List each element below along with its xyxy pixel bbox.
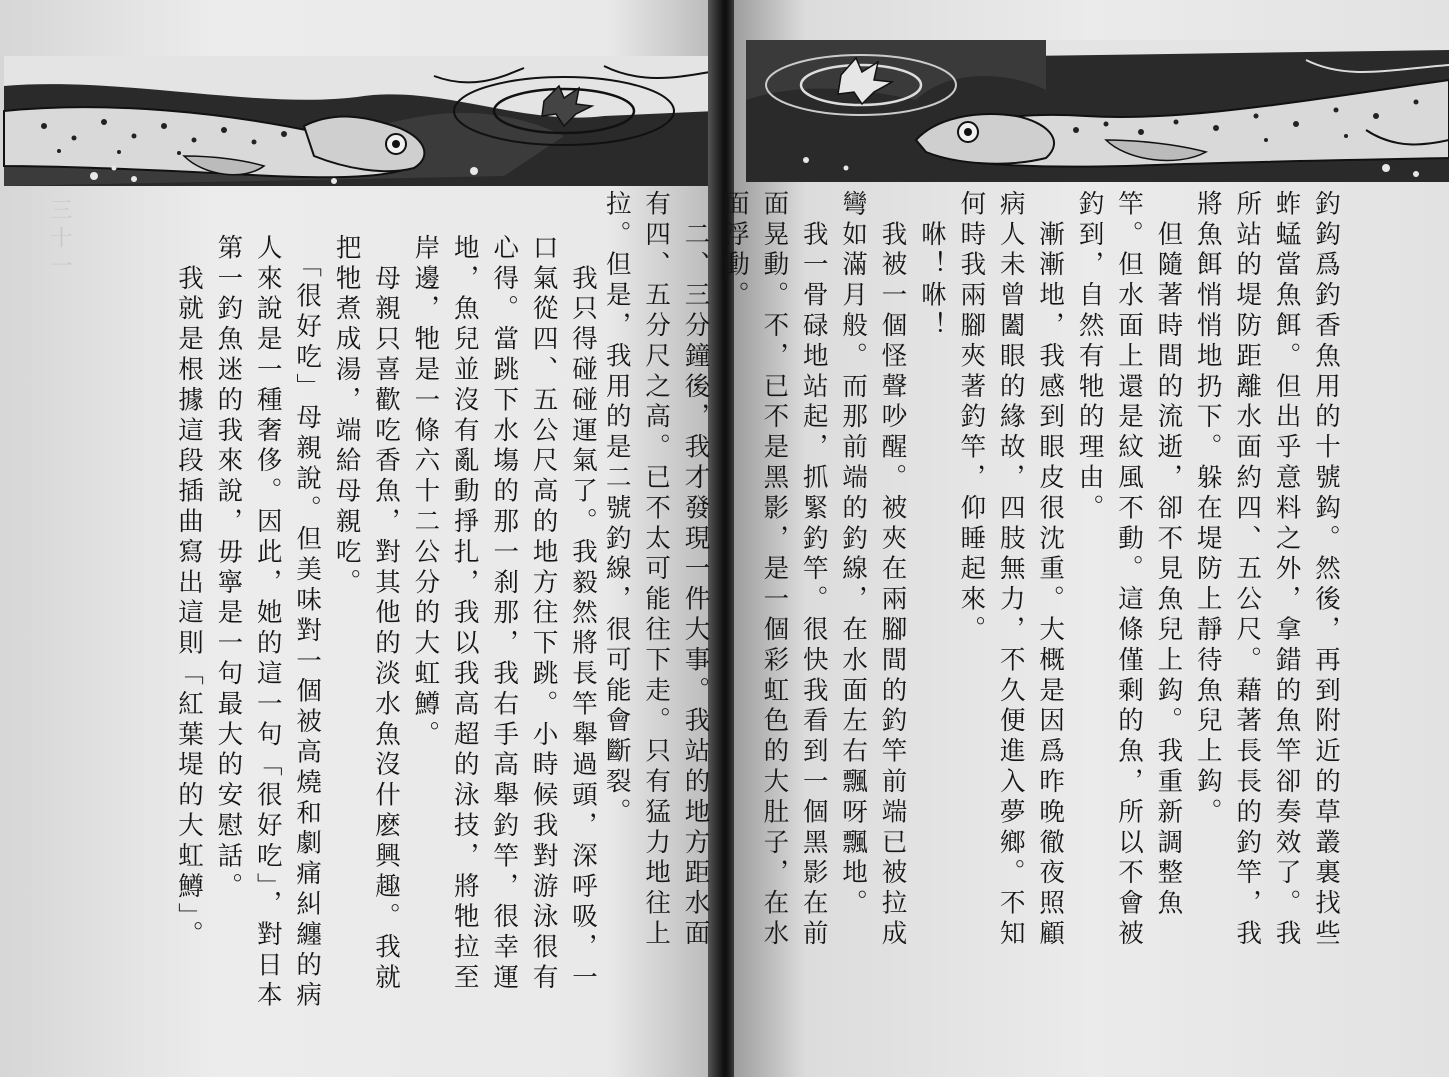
paragraph: 我只得碰碰運氣了。我毅然將長竿舉過頭，深呼吸，一口氣從四、五公尺高的地方往下跳。小時候我對游泳很有心得。當跳下水塲的那一刹那，我右手高舉釣竿，很幸運地，魚兒並沒有亂動掙扎，我以我高超的泳技，將牠拉至岸邊，牠是一條六十二公分的大虹鱒。	[410, 234, 598, 994]
right-page-text	[596, 190, 1345, 970]
paragraph: 釣鈎爲釣香魚用的十號鈎。然後，再到附近的草叢裏找些蚱蜢當魚餌。但出乎意料之外，拿錯的魚竿卻奏效了。我所站的堤防距離水面約四、五公尺。藉著長長的釣竿，我將魚餌悄悄地扔下。躲在堤防上靜待魚兒上鈎。	[1192, 190, 1341, 950]
faded-margin-print: 三十一	[47, 198, 72, 282]
paragraph: 我被一個怪聲吵醒。被夾在兩腳間的釣竿前端已被拉成彎如滿月般。而那前端的釣線，在水面左右飄呀飄地。	[838, 190, 908, 950]
paragraph: 咻！咻！	[916, 190, 947, 342]
paragraph: 二、三分鐘後，我才發現一件大事。我站的地方距水面有四、五分尺之高。已不太可能往下走。只有猛力地往上拉。但是，我用的是二號釣線，很可能會斷裂。	[601, 190, 711, 950]
paragraph: 漸漸地，我感到眼皮很沈重。大概是因爲昨晚徹夜照顧病人未曾闔眼的緣故，四肢無力，不久便進入夢鄉。不知何時我兩腳夾著釣竿，仰睡起來。	[956, 190, 1066, 950]
paragraph: 我就是根據這段插曲寫出這則「紅葉堤的大虹鱒」。	[173, 234, 204, 951]
paragraph: 母親只喜歡吃香魚，對其他的淡水魚沒什麽興趣。我就把牠煮成湯，端給母親吃。	[331, 234, 401, 994]
fish-illustration-left	[4, 56, 716, 186]
left-page-text	[169, 234, 602, 1014]
fish-illustration-right	[746, 40, 1449, 182]
right-page	[601, 0, 1449, 1077]
paragraph: 我一骨碌地站起，抓緊釣竿。很快我看到一個黑影在前面晃動。不，已不是黑影，是一個彩虹色的大肚子，在水面浮動。	[719, 190, 829, 950]
paragraph: 但隨著時間的流逝，卻不見魚兒上鈎。我重新調整魚竿。但水面上還是紋風不動。這條僅剩的魚，所以不會被釣到，自然有牠的理由。	[1074, 190, 1184, 950]
paragraph: 「很好吃」母親說。但美味對一個被高燒和劇痛糾纏的病人來說是一種奢侈。因此，她的這一句「很好吃」，對日本第一釣魚迷的我來說，毋寧是一句最大的安慰話。	[213, 234, 323, 1012]
